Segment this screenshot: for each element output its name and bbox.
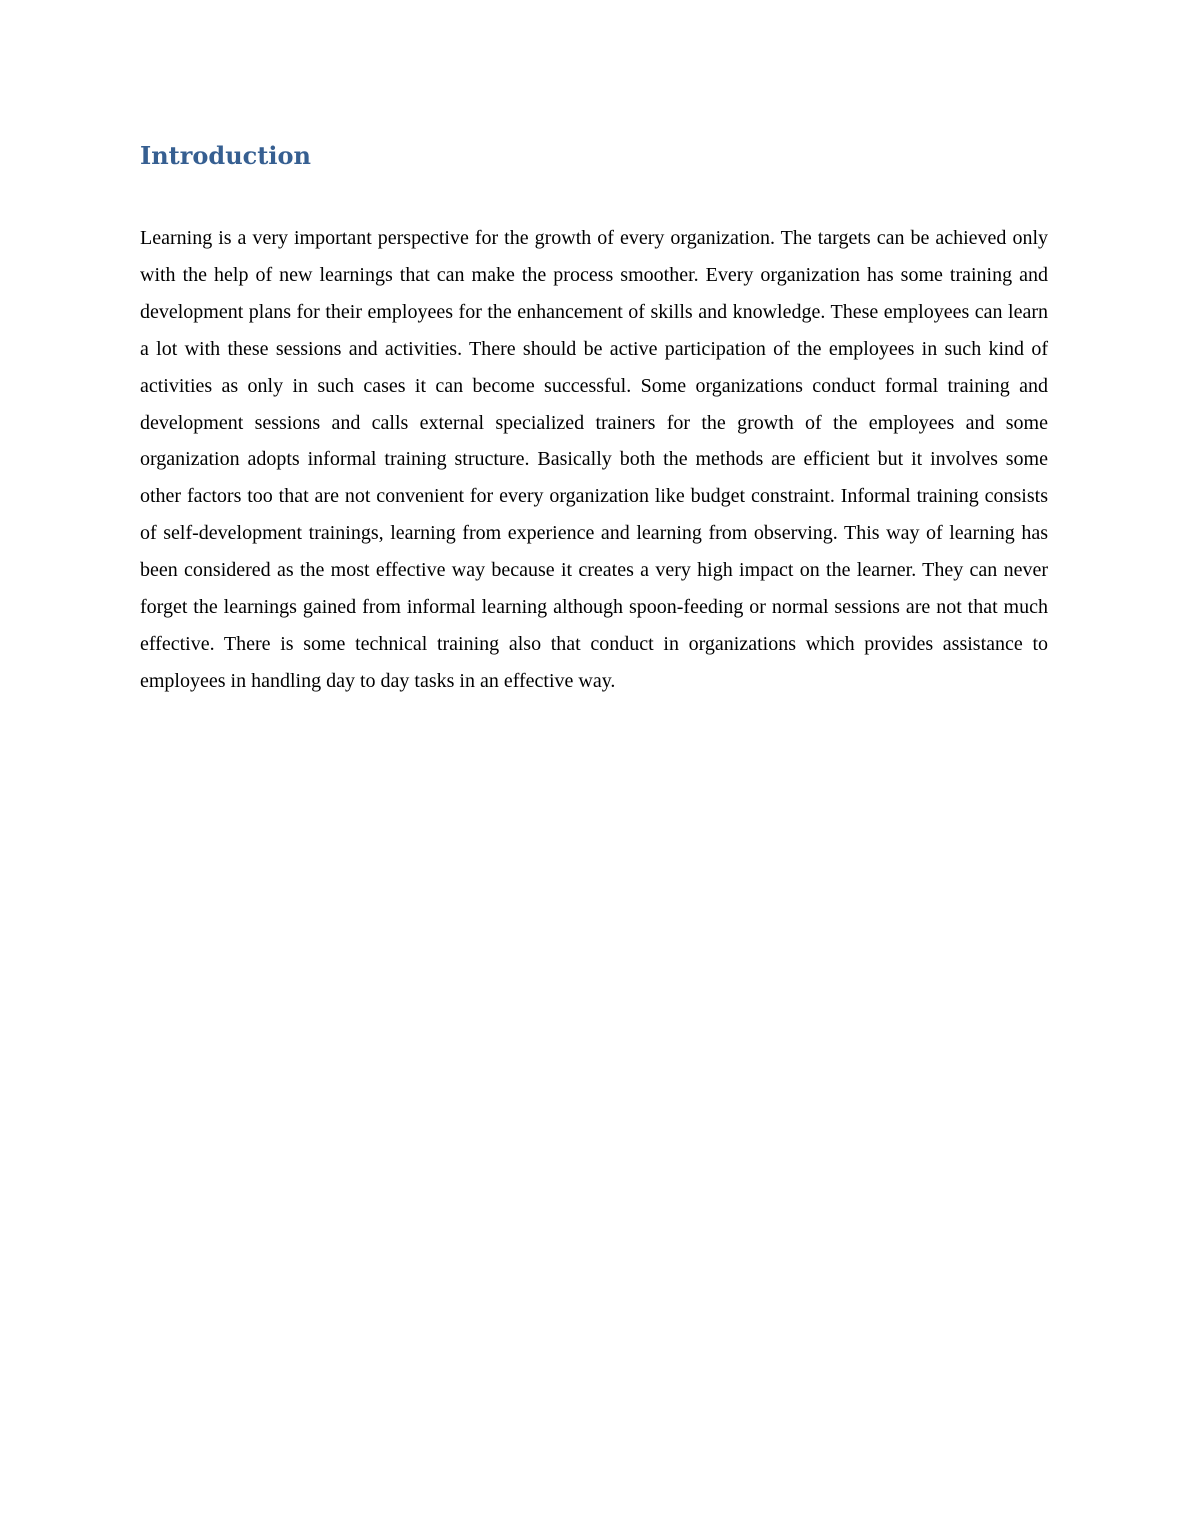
section-heading: Introduction	[140, 141, 311, 170]
body-paragraph: Learning is a very important perspective for the growth of every organization. The targets can be achieved only with the help of new learnings that can make the process smoother. Every organization has some training and development plans for their employees for the enhancement of skills and knowledge. These employees can learn a lot with these sessions and activities. There should be active participation of the employees in such kind of activities as only in such cases it can become successful. Some organizations conduct formal training and development sessions and calls external specialized trainers for the growth of the employees and some organization adopts informal training structure. Basically both the methods are efficient but it involves some other factors too that are not convenient for every organization like budget constraint. Informal training consists of self-development trainings, learning from experience and learning from observing. This way of learning has been considered as the most effective way because it creates a very high impact on the learner. They can never forget the learnings gained from informal learning although spoon-feeding or normal sessions are not that much effective. There is some technical training also that conduct in organizations which provides assistance to employees in handling day to day tasks in an effective way.	[140, 227, 1048, 692]
